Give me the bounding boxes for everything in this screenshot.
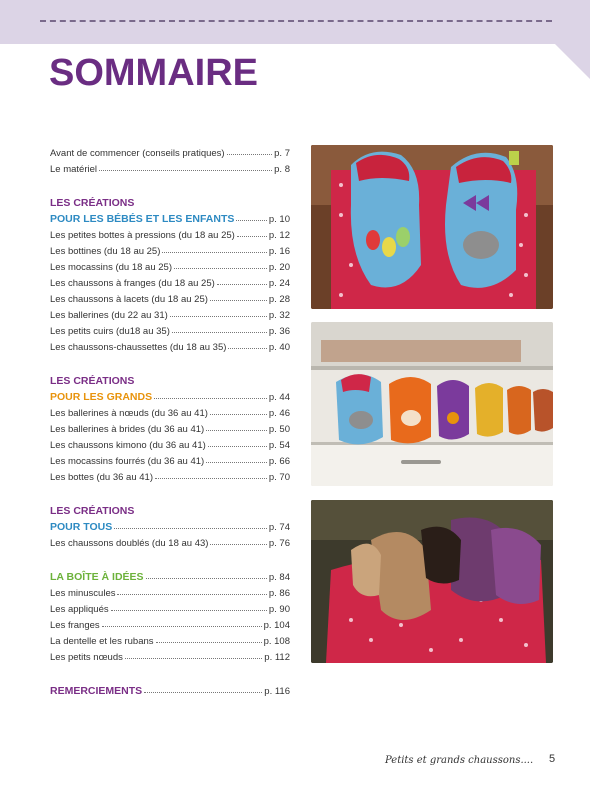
corner-tab: [555, 44, 590, 79]
toc-row[interactable]: Les chaussons-chaussettes (du 18 au 35) p. 40: [50, 342, 290, 353]
stitch-line: [40, 20, 552, 22]
leader-dots: [99, 170, 272, 171]
footer-text: Petits et grands chaussons....: [385, 755, 534, 766]
photo-slipper-shelf: [311, 322, 553, 486]
toc-page: p. 7: [274, 148, 290, 159]
top-band: [0, 0, 590, 44]
toc-row[interactable]: Les bottines (du 18 au 25) p. 16: [50, 246, 290, 257]
section-heading: LES CRÉATIONS: [50, 375, 135, 387]
section-heading: LES CRÉATIONS: [50, 505, 135, 517]
page-number: 5: [549, 753, 556, 765]
toc-row[interactable]: Les bottes (du 36 au 41) p. 70: [50, 472, 290, 483]
section-heading: LES CRÉATIONS: [50, 197, 135, 209]
thanks-entry[interactable]: REMERCIEMENTS p. 116: [50, 685, 290, 697]
toc-row[interactable]: Les petites bottes à pressions (du 18 au 25) p. 12: [50, 230, 290, 241]
leader-dots: [236, 220, 266, 221]
toc-page: p. 8: [274, 164, 290, 175]
toc-row[interactable]: [50, 143, 290, 159]
toc-row[interactable]: Les petits cuirs (du18 au 35) p. 36: [50, 326, 290, 337]
toc-label: Le matériel: [50, 164, 97, 175]
toc-row[interactable]: [50, 159, 290, 175]
toc-row[interactable]: Les mocassins (du 18 au 25) p. 20: [50, 262, 290, 273]
toc-row[interactable]: Les chaussons à lacets (du 18 au 25) p. 28: [50, 294, 290, 305]
toc-row[interactable]: Les minuscules p. 86: [50, 588, 290, 599]
leader-dots: [227, 154, 273, 155]
section-heading[interactable]: LA BOÎTE À IDÉES p. 84: [50, 571, 290, 583]
section-subheading[interactable]: POUR LES GRANDS p. 44: [50, 391, 290, 403]
toc-row[interactable]: Les petits nœuds p. 112: [50, 652, 290, 663]
toc-row[interactable]: La dentelle et les rubans p. 108: [50, 636, 290, 647]
toc-row[interactable]: Les ballerines (du 22 au 31) p. 32: [50, 310, 290, 321]
toc-label: Avant de commencer (conseils pratiques): [50, 148, 225, 159]
photo-slipper-basket: [311, 500, 553, 663]
page-title: SOMMAIRE: [49, 52, 258, 94]
section-subheading[interactable]: POUR TOUS p. 74: [50, 521, 290, 533]
toc-row[interactable]: Les appliqués p. 90: [50, 604, 290, 615]
photo-baby-slippers: [311, 145, 553, 309]
toc-row[interactable]: Les ballerines à nœuds (du 36 au 41) p. 46: [50, 408, 290, 419]
photo-baby-slippers-art: [311, 145, 553, 309]
toc-row[interactable]: Les chaussons doublés (du 18 au 43) p. 76: [50, 538, 290, 549]
toc-row[interactable]: Les mocassins fourrés (du 36 au 41) p. 66: [50, 456, 290, 467]
table-of-contents: [50, 143, 290, 697]
photo-slipper-shelf-art: [311, 322, 553, 486]
section-subheading[interactable]: POUR LES BÉBÉS ET LES ENFANTS p. 10: [50, 213, 290, 225]
toc-row[interactable]: Les chaussons à franges (du 18 au 25) p. 24: [50, 278, 290, 289]
toc-row[interactable]: Les franges p. 104: [50, 620, 290, 631]
photo-slipper-basket-art: [311, 500, 553, 663]
toc-row[interactable]: Les chaussons kimono (du 36 au 41) p. 54: [50, 440, 290, 451]
toc-row[interactable]: Les ballerines à brides (du 36 au 41) p. 50: [50, 424, 290, 435]
